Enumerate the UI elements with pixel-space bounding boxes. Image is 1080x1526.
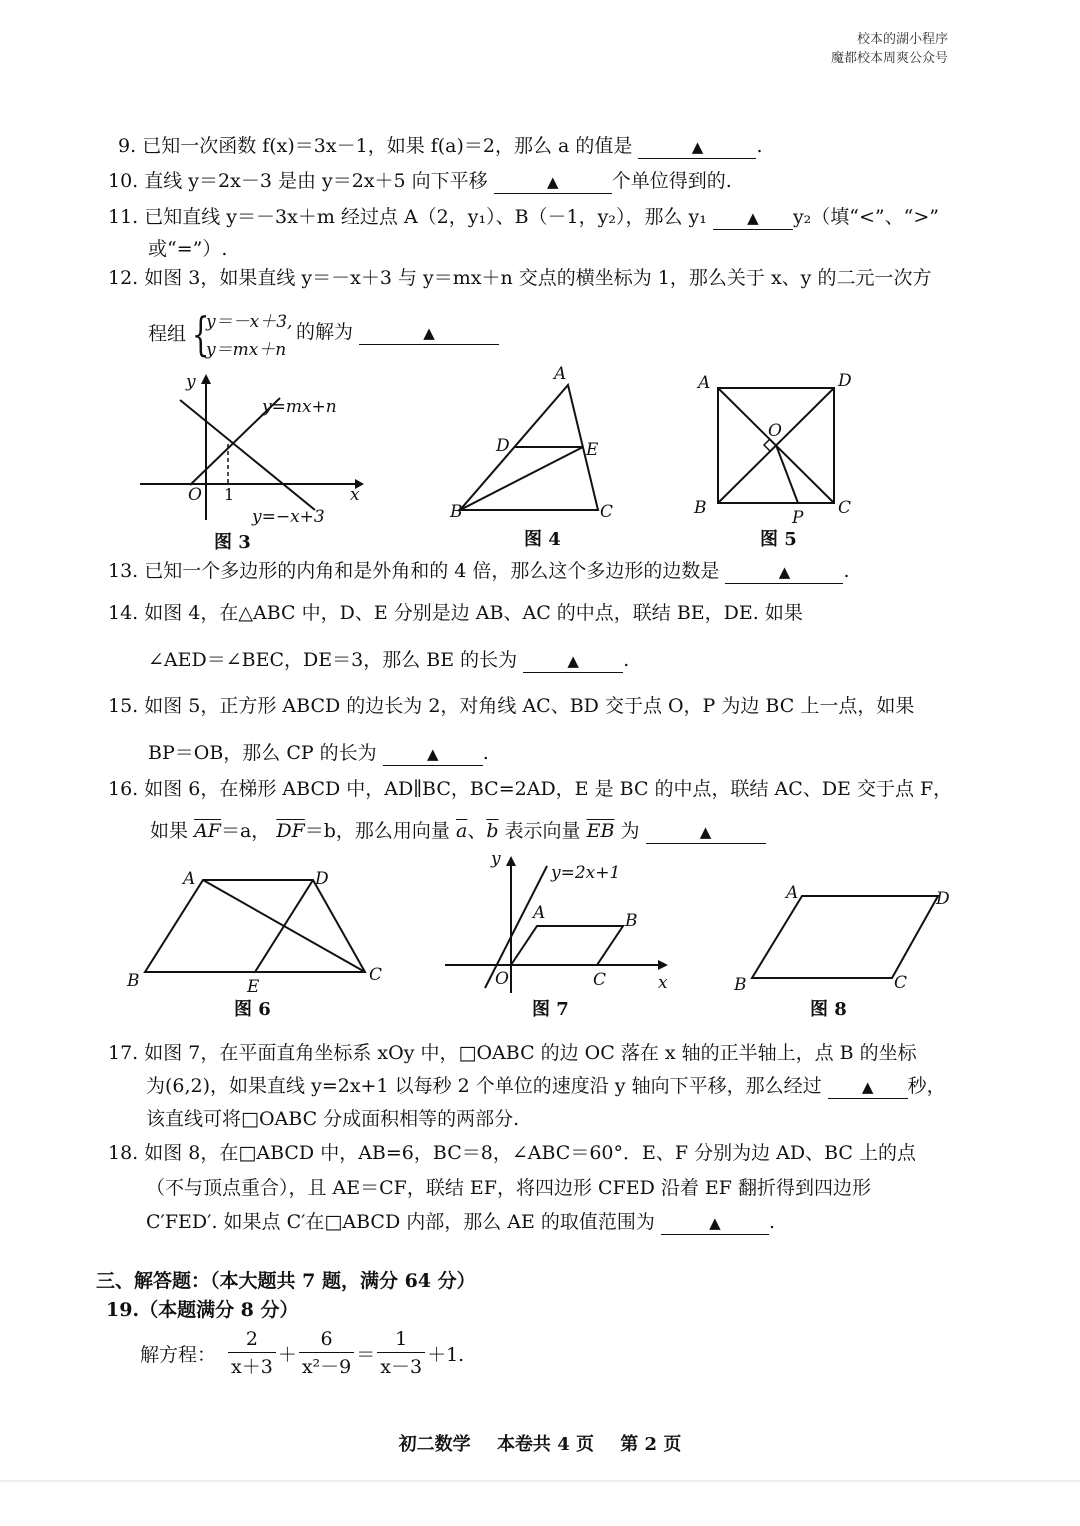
y-axis-arrow — [506, 856, 516, 866]
question-text: 如图 8，在□ABCD 中，AB=6，BC＝8，∠ABC＝60°．E、F 分别为边 AD、BC 上的点 — [144, 1142, 916, 1164]
question-18-line-3: C′FED′. 如果点 C′在□ABCD 内部，那么 AE 的取值范围为 ▲ . — [146, 1211, 775, 1233]
figure-8 — [730, 880, 960, 1000]
question-number: 12. — [108, 267, 139, 289]
question-number: 16. — [108, 778, 139, 800]
question-text: 如图 5，正方形 ABCD 的边长为 2，对角线 AC、BD 交于点 O，P 为边 BC 上一点，如果 — [144, 695, 915, 717]
label-e: E — [586, 440, 599, 460]
answer-blank[interactable]: ▲ — [713, 207, 793, 230]
question-17-line-3: 该直线可将□OABC 分成面积相等的两部分. — [146, 1108, 520, 1130]
question-14-line-2: ∠AED＝∠BEC，DE＝3，那么 BE 的长为 ▲ . — [148, 649, 630, 671]
question-number: 11. — [108, 206, 139, 228]
y-label: y — [491, 849, 501, 869]
page-footer — [0, 1430, 1080, 1456]
answer-blank[interactable]: ▲ — [646, 821, 766, 844]
line-label-mx-n: y=mx+n — [262, 397, 337, 417]
label-a: A — [554, 364, 567, 384]
figure-7 — [445, 848, 685, 998]
answer-blank[interactable]: ▲ — [494, 171, 612, 194]
question-10: 10. 直线 y＝2x－3 是由 y＝2x＋5 向下平移 ▲ 个单位得到的. — [108, 170, 732, 192]
segment-de — [255, 880, 313, 972]
vector-af: $\overline{AF}$ — [194, 820, 221, 842]
figure-3-caption: 图 3 — [214, 532, 251, 553]
label-c: C — [894, 973, 908, 993]
question-text: 已知直线 y＝－3x＋m 经过点 A（2，y₁）、B（－1，y₂），那么 y₁ — [144, 206, 707, 228]
vector-df: $\overline{DF}$ — [276, 820, 305, 842]
label-b: B — [127, 971, 140, 991]
label-c: C — [593, 970, 607, 990]
label-d: D — [838, 371, 852, 391]
label-d: D — [936, 889, 950, 909]
system-equation-2: y＝mx＋n — [206, 340, 287, 360]
label-b: B — [625, 911, 638, 931]
label-b: B — [450, 502, 463, 522]
label-c: C — [369, 965, 383, 985]
question-number: 15. — [108, 695, 139, 717]
fraction-1: $\frac{2}{x+3}$ — [228, 1326, 276, 1381]
question-12-prefix: 程组 — [148, 323, 187, 345]
question-11: 11. 已知直线 y＝－3x＋m 经过点 A（2，y₁）、B（－1，y₂），那么 y₁ ▲ y₂（填“<”、“>” — [108, 206, 939, 228]
label-d: D — [315, 869, 329, 889]
label-c: C — [838, 498, 852, 518]
answer-blank[interactable]: ▲ — [638, 136, 756, 159]
figure-4 — [450, 365, 620, 525]
question-9: 9. 已知一次函数 f(x)＝3x－1，如果 f(a)＝2，那么 a 的值是 ▲ . — [118, 135, 763, 157]
question-text: 直线 y＝2x－3 是由 y＝2x＋5 向下平移 — [144, 170, 488, 192]
origin-label: O — [188, 485, 202, 505]
question-score: （本题满分 8 分） — [139, 1299, 299, 1321]
question-text: 如图 6，在梯形 ABCD 中，AD∥BC，BC=2AD，E 是 BC 的中点，联结 AC、DE 交于点 F， — [144, 778, 953, 800]
question-15 — [108, 694, 914, 718]
question-text: 已知一次函数 f(x)＝3x－1，如果 f(a)＝2，那么 a 的值是 — [142, 135, 633, 157]
question-12-line-2: 的解为 ▲ — [296, 320, 499, 345]
vector-b: $\overline{b}$ — [486, 820, 499, 842]
answer-blank[interactable]: ▲ — [828, 1076, 908, 1099]
fraction-2: $\frac{6}{\text{x²－9}}$ — [299, 1326, 354, 1381]
parallelogram-abcd — [752, 896, 938, 978]
question-number: 19. — [106, 1299, 140, 1321]
question-17-line-2: 为(6,2)，如果直线 y=2x+1 以每秒 2 个单位的速度沿 y 轴向下平移，那么经过 ▲ 秒， — [146, 1075, 946, 1097]
y-label: y — [186, 372, 196, 392]
parallelogram-oabc — [511, 926, 623, 965]
label-a: A — [183, 869, 196, 889]
figure-3 — [140, 370, 370, 530]
line-label: y=2x+1 — [551, 863, 621, 883]
question-text: 已知一个多边形的内角和是外角和的 4 倍，那么这个多边形的边数是 — [144, 560, 720, 582]
label-o: O — [768, 421, 782, 441]
question-text: 如图 7，在平面直角坐标系 xOy 中，□OABC 的边 OC 落在 x 轴的正半轴上，点 B 的坐标 — [144, 1042, 917, 1064]
system-equation-1: y＝－x＋3, — [206, 312, 293, 332]
fraction-3: $\frac{1}{x-3}$ — [377, 1326, 425, 1381]
x-label: x — [658, 973, 668, 993]
question-number: 9. — [118, 135, 137, 157]
answer-blank[interactable]: ▲ — [523, 650, 623, 673]
answer-blank[interactable]: ▲ — [359, 322, 499, 345]
trapezoid-abcd — [145, 880, 365, 972]
label-e: E — [247, 977, 260, 997]
footer-subject: 初二数学 — [398, 1434, 471, 1455]
question-16-line-2: 如果 $\overline{AF}=a$， $\overline{DF}=b$，那么用向量 $\overline{a}$、$\overline{b}$ 表示向量 $\overline{EB}$ 为 ▲ — [150, 819, 766, 844]
question-number: 18. — [108, 1142, 139, 1164]
figure-4-caption: 图 4 — [524, 529, 561, 550]
question-14 — [108, 601, 803, 625]
system-brace: { — [191, 307, 210, 361]
segment-op — [776, 445, 798, 503]
tick-1-label: 1 — [224, 485, 235, 504]
label-a: A — [533, 903, 546, 923]
vector-a: $\overline{a}$ — [455, 820, 468, 842]
label-a: A — [786, 883, 799, 903]
question-16 — [108, 777, 952, 801]
figure-6-caption: 图 6 — [234, 999, 271, 1020]
question-number: 14. — [108, 602, 139, 624]
watermark-line-1: 校本的湖小程序 — [856, 32, 948, 47]
equation-label: 解方程： — [140, 1344, 217, 1366]
label-p: P — [792, 508, 804, 528]
x-label: x — [350, 485, 360, 505]
figure-6 — [125, 862, 395, 997]
question-text: 如图 3，如果直线 y＝－x＋3 与 y＝mx＋n 交点的横坐标为 1，那么关于 x、y 的二元一次方 — [144, 267, 932, 289]
answer-blank[interactable]: ▲ — [725, 561, 843, 584]
watermark-line-2: 魔都校本周爽公众号 — [830, 51, 948, 66]
question-18-line-2: （不与顶点重合），且 AE＝CF，联结 EF，将四边形 CFED 沿着 EF 翻折得到四边形 — [146, 1177, 871, 1199]
question-19-equation: 解方程： $\frac{2}{x+3}$ ＋ $\frac{6}{\text{x²－9}}$ ＝ $\frac{1}{x-3}$ ＋1. — [140, 1326, 464, 1381]
x-axis-arrow — [658, 960, 668, 970]
answer-blank[interactable]: ▲ — [383, 743, 483, 766]
question-number: 13. — [108, 560, 139, 582]
question-number: 10. — [108, 170, 139, 192]
question-18 — [108, 1141, 916, 1165]
footer-total-pages: 本卷共 4 页 — [496, 1434, 594, 1455]
origin-label: O — [495, 969, 509, 989]
label-b: B — [694, 498, 707, 518]
figure-5 — [690, 368, 870, 528]
footer-page-number: 第 2 页 — [620, 1434, 682, 1455]
figure-7-caption: 图 7 — [532, 999, 569, 1020]
bottom-separator — [0, 1480, 1080, 1482]
section-3-title: 三、解答题：（本大题共 7 题，满分 64 分） — [96, 1270, 476, 1292]
question-13: 13. 已知一个多边形的内角和是外角和的 4 倍，那么这个多边形的边数是 ▲ . — [108, 560, 850, 582]
question-17 — [108, 1041, 917, 1065]
vector-eb: $\overline{EB}$ — [586, 820, 615, 842]
question-text: 如图 4，在△ABC 中，D、E 分别是边 AB、AC 的中点，联结 BE，DE. 如果 — [144, 602, 803, 624]
question-number: 17. — [108, 1042, 139, 1064]
question-11-line-2: 或“=”）. — [148, 238, 228, 260]
line-label-neg-x-3: y=−x+3 — [252, 507, 325, 527]
watermark — [831, 30, 948, 68]
answer-blank[interactable]: ▲ — [661, 1212, 769, 1235]
label-a: A — [698, 373, 711, 393]
question-19-header — [106, 1298, 299, 1322]
figure-8-caption: 图 8 — [810, 999, 847, 1020]
segment-be — [460, 447, 583, 510]
figure-5-caption: 图 5 — [760, 529, 797, 550]
label-c: C — [600, 502, 614, 522]
question-15-line-2: BP＝OB，那么 CP 的长为 ▲ . — [148, 742, 489, 764]
label-d: D — [496, 436, 510, 456]
y-axis-arrow — [201, 374, 211, 384]
label-b: B — [734, 975, 747, 995]
question-12 — [108, 266, 931, 290]
